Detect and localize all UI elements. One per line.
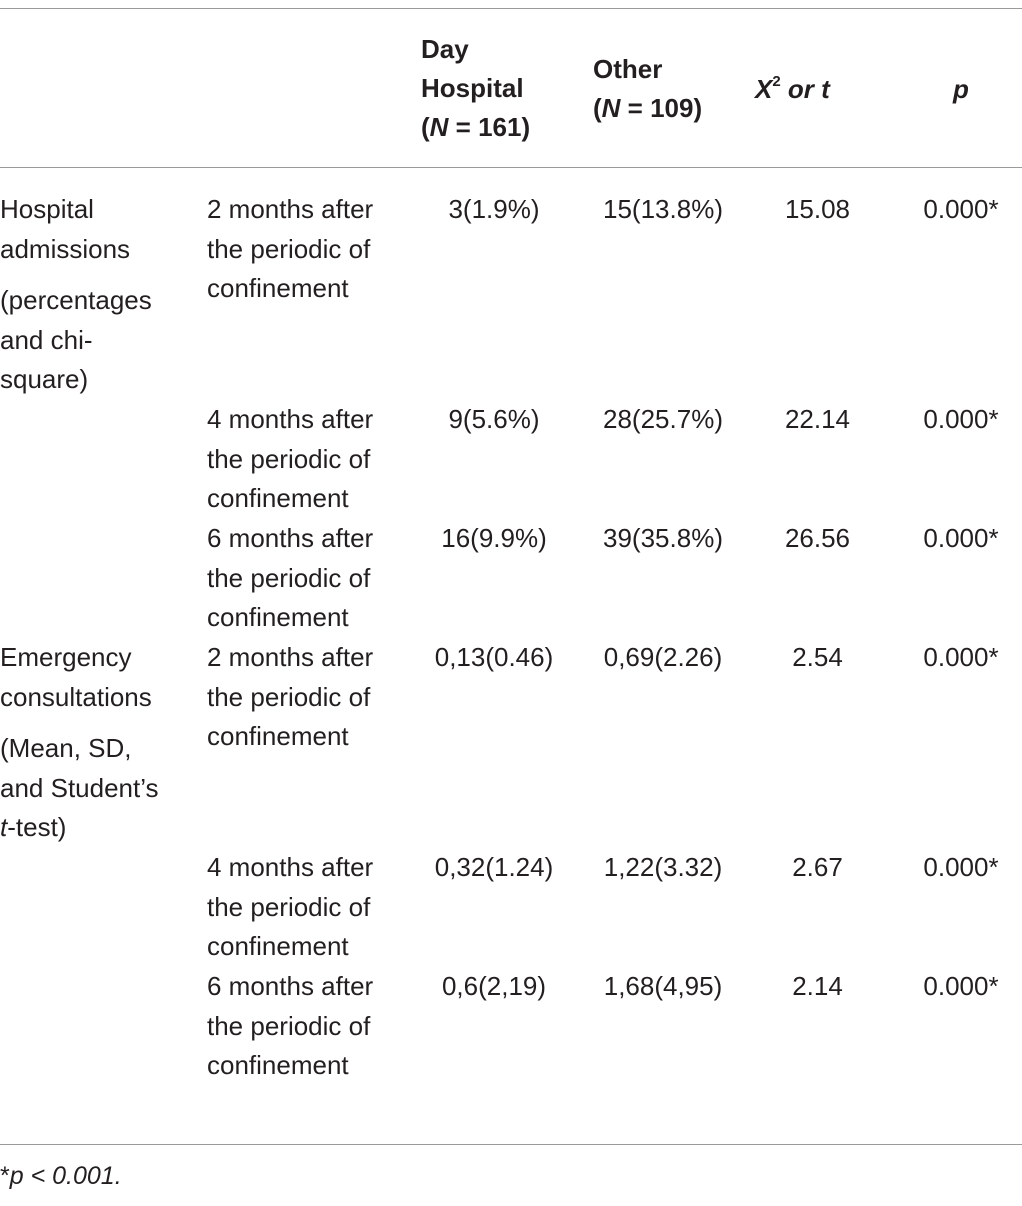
cell-p-value: 0.000* (923, 194, 999, 224)
timepoint-line: the periodic of (207, 1010, 371, 1041)
timepoint-line: 4 months after (207, 852, 374, 882)
footnote-text: p < 0.001. (9, 1162, 122, 1190)
group-sublabel-line: square) (0, 364, 89, 394)
cell-statistic: 2.67 (792, 852, 843, 882)
header-p-label: p (953, 74, 969, 104)
timepoint-line: 6 months after (207, 971, 374, 1001)
cell-day-hospital: 0,32(1.24) (434, 852, 554, 882)
header-p-value (900, 70, 1022, 109)
cell-other: 1,68(4,95) (603, 971, 723, 1001)
cell-p-value: 0.000* (923, 852, 999, 882)
header-day-hospital-n-var: N (429, 112, 449, 142)
cell-day-hospital: 9(5.6%) (448, 404, 540, 434)
header-day-hospital (421, 30, 530, 147)
header-statistic-rest: or t (780, 74, 830, 104)
header-day-hospital-n-rest: = 161) (448, 112, 531, 142)
timepoint-line: 6 months after (207, 523, 374, 553)
group-sublabel-line (0, 808, 200, 848)
header-day-hospital-n-open: ( (421, 112, 430, 142)
header-other-line1: Other (593, 54, 663, 84)
group-sublabel-line: and Student’s (0, 772, 159, 803)
timepoint-line: confinement (207, 931, 349, 961)
timepoint-line: confinement (207, 602, 349, 632)
cell-p-value: 0.000* (923, 642, 999, 672)
row-timepoint (207, 190, 407, 309)
cell-day-hospital: 16(9.9%) (441, 523, 547, 553)
cell-statistic: 2.14 (792, 971, 843, 1001)
header-day-hospital-line2: Hospital (421, 73, 524, 103)
table-bottom-rule (0, 1144, 1022, 1145)
cell-statistic: 26.56 (784, 523, 851, 553)
row-timepoint (207, 519, 407, 638)
group-label-line: admissions (0, 233, 131, 264)
timepoint-line: confinement (207, 483, 349, 513)
timepoint-line: 2 months after (207, 642, 374, 672)
cell-statistic: 22.14 (784, 404, 851, 434)
cell-day-hospital: 3(1.9%) (448, 194, 540, 224)
cell-other: 0,69(2.26) (603, 642, 723, 672)
timepoint-line: the periodic of (207, 681, 371, 712)
timepoint-line: the periodic of (207, 443, 371, 474)
header-day-hospital-n (421, 108, 530, 147)
row-timepoint (207, 967, 407, 1086)
group-sublabel-line: (percentages (0, 285, 152, 315)
group-label-line: consultations (0, 681, 152, 712)
table-top-rule (0, 8, 1022, 9)
cell-day-hospital: 0,13(0.46) (434, 642, 554, 672)
cell-other: 39(35.8%) (603, 523, 723, 553)
header-other-n-open: ( (593, 93, 602, 123)
timepoint-line: confinement (207, 1050, 349, 1080)
header-other-n (593, 89, 702, 128)
timepoint-line: confinement (207, 721, 349, 751)
row-timepoint (207, 848, 407, 967)
group-label-hospital-admissions (0, 190, 200, 400)
timepoint-line: 4 months after (207, 404, 374, 434)
cell-statistic: 15.08 (784, 194, 851, 224)
timepoint-line: the periodic of (207, 562, 371, 593)
group-sublabel-line: and chi- (0, 324, 93, 355)
header-day-hospital-line1: Day (421, 34, 469, 64)
timepoint-line: 2 months after (207, 194, 374, 224)
header-other (593, 50, 702, 128)
footnote-star: * (0, 1162, 10, 1190)
group-sublabel-italic: t (0, 812, 8, 842)
cell-p-value: 0.000* (923, 523, 999, 553)
cell-p-value: 0.000* (923, 404, 999, 434)
header-other-n-var: N (601, 93, 621, 123)
header-statistic-var: X (755, 74, 773, 104)
table-header-rule (0, 167, 1022, 168)
cell-other: 1,22(3.32) (603, 852, 723, 882)
group-sublabel-rest: -test) (7, 812, 67, 842)
header-statistic-sup: 2 (772, 73, 781, 90)
row-timepoint (207, 400, 407, 519)
group-label-line: Hospital (0, 194, 94, 224)
timepoint-line: the periodic of (207, 233, 371, 264)
cell-other: 28(25.7%) (603, 404, 723, 434)
header-statistic (755, 70, 830, 109)
cell-p-value: 0.000* (923, 971, 999, 1001)
timepoint-line: the periodic of (207, 891, 371, 922)
header-other-n-rest: = 109) (620, 93, 703, 123)
table-footnote (0, 1158, 122, 1194)
group-label-emergency-consultations (0, 638, 200, 848)
group-sublabel-line: (Mean, SD, (0, 733, 132, 763)
group-label-line: Emergency (0, 642, 132, 672)
cell-statistic: 2.54 (792, 642, 843, 672)
cell-other: 15(13.8%) (603, 194, 723, 224)
cell-day-hospital: 0,6(2,19) (441, 971, 547, 1001)
row-timepoint (207, 638, 407, 757)
timepoint-line: confinement (207, 273, 349, 303)
